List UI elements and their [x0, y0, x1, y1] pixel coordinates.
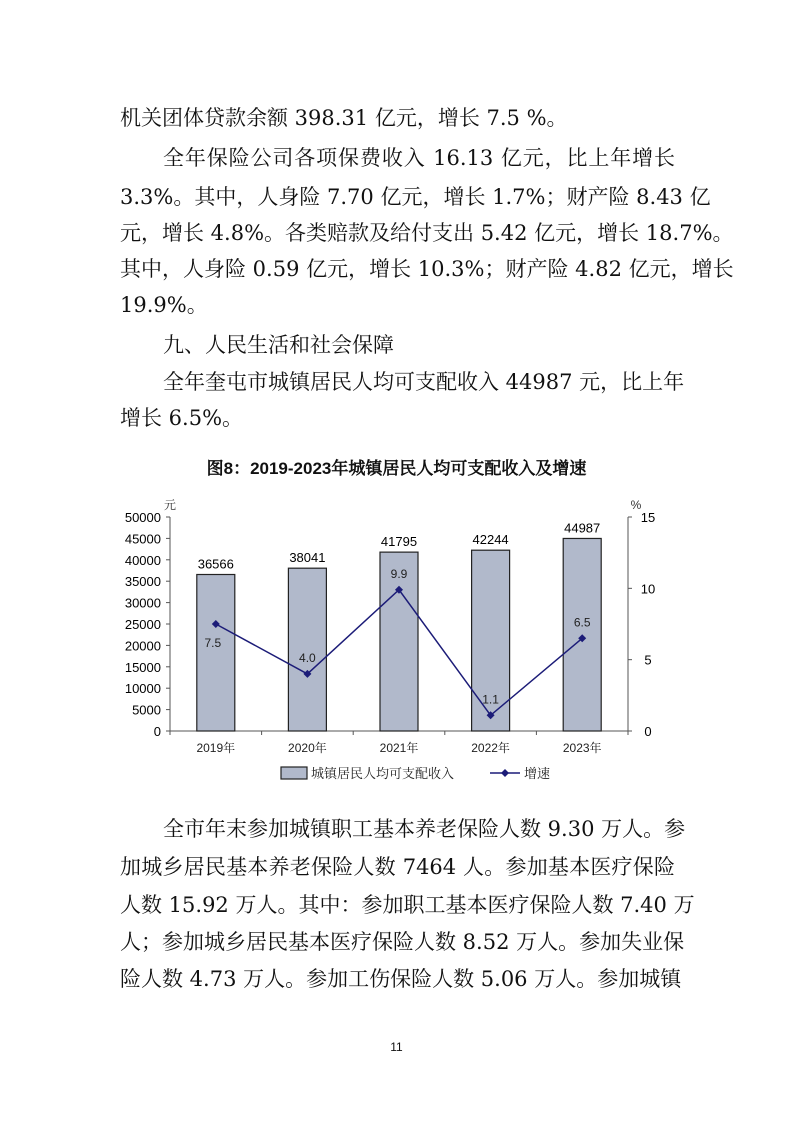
text-line: 全年奎屯市城镇居民人均可支配收入 44987 元，比上年 [163, 370, 685, 394]
x-category-label: 2023年 [562, 741, 602, 755]
income-chart [0, 480, 793, 790]
text-line: 3.3%。其中，人身险 7.70 亿元，增长 1.7%；财产险 8.43 亿 [120, 185, 711, 209]
text-line: 人；参加城乡居民基本医疗保险人数 8.52 万人。参加失业保 [120, 930, 685, 954]
text-line: 其中，人身险 0.59 亿元，增长 10.3%；财产险 4.82 亿元，增长 [120, 257, 734, 281]
left-tick-label: 25000 [124, 617, 161, 632]
income-bar [197, 574, 235, 731]
bar-value-label: 44987 [564, 520, 601, 536]
x-category-label: 2021年 [379, 741, 419, 755]
text-line: 19.9%。 [120, 293, 208, 317]
right-tick-label: 0 [644, 724, 652, 739]
x-category-label: 2019年 [196, 741, 236, 755]
left-tick-label: 30000 [124, 595, 161, 611]
bar-value-label: 42244 [472, 532, 509, 548]
text-line: 全市年末参加城镇职工基本养老保险人数 9.30 万人。参 [163, 817, 686, 841]
left-tick-label: 45000 [124, 531, 161, 547]
chart-title: 图8：2019-2023年城镇居民人均可支配收入及增速 [206, 459, 587, 478]
growth-value-label: 4.0 [299, 650, 316, 665]
growth-value-label: 6.5 [573, 615, 591, 630]
left-tick-label: 5000 [132, 702, 161, 718]
section-heading: 九、人民生活和社会保障 [163, 333, 394, 357]
text-line: 机关团体贷款余额 398.31 亿元，增长 7.5 %。 [120, 106, 568, 130]
growth-value-label: 9.9 [390, 566, 408, 581]
left-tick-label: 50000 [124, 510, 161, 525]
left-tick-label: 15000 [124, 659, 161, 675]
page-number: 11 [390, 1040, 403, 1054]
left-tick-label: 35000 [124, 574, 161, 590]
right-tick-label: 15 [640, 510, 656, 525]
income-bar [288, 568, 326, 731]
text-line: 元，增长 4.8%。各类赔款及给付支出 5.42 亿元，增长 18.7%。 [120, 221, 734, 245]
legend-line-label: 增速 [524, 766, 551, 781]
growth-value-label: 7.5 [204, 636, 222, 650]
left-tick-label: 10000 [124, 681, 161, 697]
text-line: 全年保险公司各项保费收入 16.13 亿元，比上年增长 [163, 146, 675, 170]
legend-line-marker [501, 769, 509, 777]
text-line: 险人数 4.73 万人。参加工伤保险人数 5.06 万人。参加城镇 [120, 967, 682, 991]
right-tick-label: 5 [644, 652, 652, 668]
left-tick-label: 20000 [124, 638, 161, 654]
bar-value-label: 36566 [197, 556, 234, 572]
left-tick-label: 40000 [124, 552, 161, 568]
legend-bar-label: 城镇居民人均可支配收入 [311, 766, 455, 781]
right-axis-unit: % [630, 498, 642, 512]
bar-value-label: 38041 [289, 550, 326, 566]
bar-value-label: 41795 [380, 534, 418, 550]
legend-bar-swatch [281, 767, 307, 779]
x-category-label: 2020年 [288, 741, 327, 755]
growth-value-label: 1.1 [482, 692, 499, 707]
x-category-label: 2022年 [471, 741, 510, 755]
text-line: 人数 15.92 万人。其中：参加职工基本医疗保险人数 7.40 万 [120, 893, 695, 917]
text-line: 加城乡居民基本养老保险人数 7464 人。参加基本医疗保险 [120, 855, 675, 879]
left-axis-unit: 元 [163, 498, 177, 512]
text-line: 增长 6.5%。 [120, 406, 244, 430]
left-tick-label: 0 [153, 724, 161, 739]
right-tick-label: 10 [640, 581, 656, 597]
